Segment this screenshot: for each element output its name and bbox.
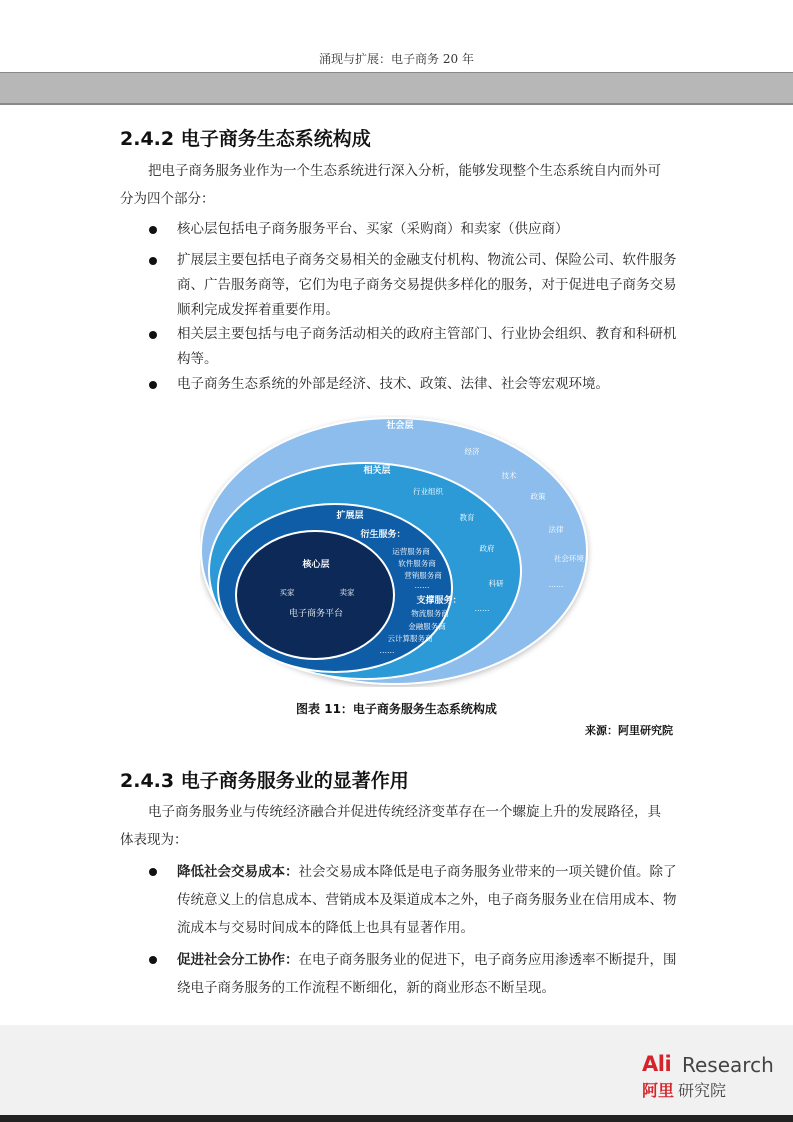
bullet-text: 电子商务生态系统的外部是经济、技术、政策、法律、社会等宏观环境。 [177,376,609,392]
bullet-dot [149,956,157,964]
related-item: 科研 [488,579,504,588]
social-item: 技术 [501,471,517,480]
bullet-text: 相关层主要包括与电子商务活动相关的政府主管部门、行业协会组织、教育和科研机构等。 [177,326,677,367]
core-platform: 电子商务平台 [288,609,344,619]
social-item: 社会环境 [554,554,584,563]
section-heading-2-4-3: 2.4.3 电子商务服务业的显著作用 [120,770,409,792]
running-title: 涌现与扩展：电子商务 20 年 [319,52,474,66]
related-item: 政府 [479,544,495,553]
bullet-dot [149,331,157,339]
core-buyer: 买家 [279,588,295,597]
logo-research-text: Research [682,1053,774,1077]
core-seller: 卖家 [339,588,355,597]
support-service-item: 金融服务商 [408,622,446,631]
logo-cn-ali: 阿里 [642,1081,675,1100]
bullet-item [177,372,677,397]
core-layer-title: 核心层 [302,560,330,570]
support-service-item: 云计算服务商 [387,634,433,643]
logo-cn-institute: 研究院 [678,1081,727,1100]
related-item: 行业组织 [413,487,443,496]
related-item: …… [474,604,490,613]
core-layer-ellipse [236,531,394,659]
bullet-term: 促进社会分工协作： [177,952,299,968]
ecosystem-diagram [200,415,600,687]
section-intro: 电子商务服务业与传统经济融合并促进传统经济变革存在一个螺旋上升的发展路径，具体表现为： [120,804,661,848]
bullet-dot [149,381,157,389]
support-service-item: …… [379,646,395,655]
section-heading-2-4-2: 2.4.2 电子商务生态系统构成 [120,128,371,150]
bullet-dot [149,257,157,265]
logo-ali-text: Ali [642,1052,672,1076]
footer-line [0,1115,793,1122]
derivative-service-item: 运营服务商 [392,547,430,556]
derivative-services-title: 衍生服务： [360,530,406,540]
derivative-service-item: …… [414,581,430,590]
bullet-item [177,217,677,242]
support-service-item: 物流服务商 [411,609,449,618]
related-layer-title: 相关层 [363,466,391,476]
related-item: 教育 [459,513,475,522]
derivative-service-item: 软件服务商 [398,559,436,568]
derivative-service-item: 营销服务商 [404,571,442,580]
social-item: 政策 [530,492,546,501]
section-intro: 把电子商务服务业作为一个生态系统进行深入分析，能够发现整个生态系统自内而外可分为四个部分： [120,163,661,207]
alirsearch-logo [642,1052,777,1102]
support-services-title: 支撑服务： [416,596,462,606]
figure-source: 来源：阿里研究院 [585,724,673,737]
extended-layer-title: 扩展层 [336,511,364,521]
bullet-item [177,322,677,372]
bullet-dot [149,226,157,234]
bullet-item [177,248,677,323]
social-layer-title: 社会层 [386,421,414,431]
bullet-text: 核心层包括电子商务服务平台、买家（采购商）和卖家（供应商） [177,221,569,237]
bullet-item [177,858,677,942]
social-item: …… [548,580,564,589]
bullet-term: 降低社会交易成本： [177,864,299,880]
header-bar [0,72,793,105]
bullet-text: 扩展层主要包括电子商务交易相关的金融支付机构、物流公司、保险公司、软件服务商、广告服务商等，它们为电子商务交易提供多样化的服务，对于促进电子商务交易顺利完成发挥着重要作用。 [177,252,677,318]
bullet-item [177,946,677,1002]
bullet-text: 在电子商务服务业的促进下，电子商务应用渗透率不断提升，围绕电子商务服务的工作流程不断细化，新的商业形态不断呈现。 [177,952,677,996]
social-item: 经济 [464,447,480,456]
figure-caption: 图表 11：电子商务服务生态系统构成 [296,702,497,716]
social-item: 法律 [548,525,564,534]
bullet-dot [149,868,157,876]
bullet-text: 社会交易成本降低是电子商务服务业带来的一项关键价值。除了传统意义上的信息成本、营销成本及渠道成本之外，电子商务服务业在信用成本、物流成本与交易时间成本的降低上也具有显著作用。 [177,864,677,936]
